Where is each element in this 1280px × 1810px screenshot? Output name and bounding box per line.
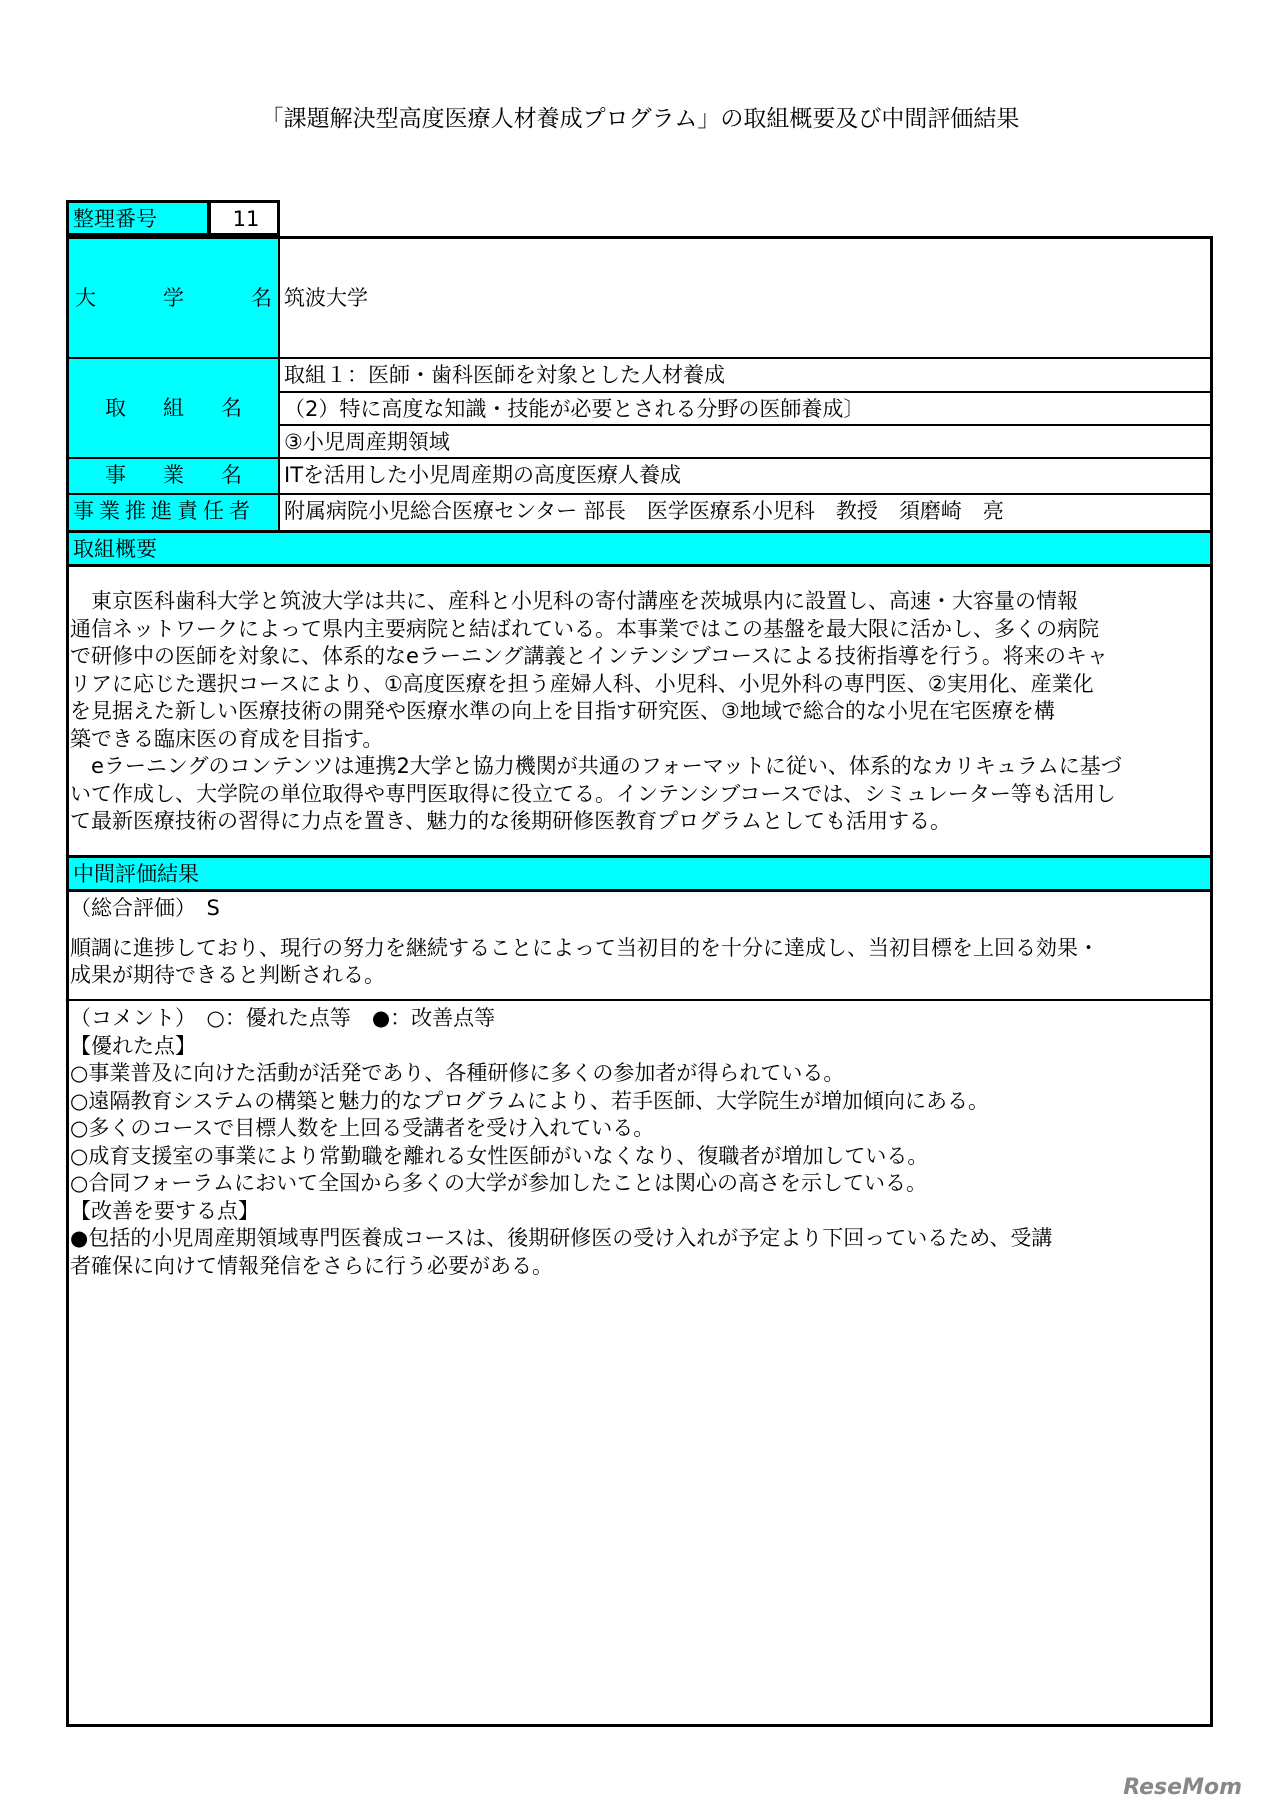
label-char: 取 bbox=[105, 396, 126, 420]
improve-header: 【改善を要する点】 bbox=[70, 1198, 259, 1223]
overview-line: 東京医科歯科大学と筑波大学は共に、産科と小児科の寄付講座を茨城県内に設置し、高速・大容量の情報 bbox=[70, 589, 1078, 613]
page-title: 「課題解決型高度医療人材養成プログラム」の取組概要及び中間評価結果 bbox=[260, 106, 1020, 132]
good-item: ○多くのコースで目標人数を上回る受講者を受け入れている。 bbox=[70, 1116, 655, 1140]
university-value: 筑波大学 bbox=[278, 236, 1213, 359]
good-item: ○成育支援室の事業により常勤職を離れる女性医師がいなくなり、復職者が増加している。 bbox=[70, 1143, 929, 1168]
overview-line: 築できる臨床医の育成を目指す。 bbox=[70, 726, 384, 751]
watermark-logo: ReseMom bbox=[1123, 1775, 1242, 1800]
good-item: ○合同フォーラムにおいて全国から多くの大学が参加したことは関心の高さを示している。 bbox=[70, 1171, 928, 1195]
overview-line: て最新医療技術の習得に力点を置き、魅力的な後期研修医教育プログラムとしても活用する。 bbox=[70, 809, 951, 833]
leader-label: 事業推進責任者 bbox=[66, 493, 280, 532]
program-line-1: 取組１：医師・歯科医師を対象とした人材養成 bbox=[278, 357, 1213, 393]
label-char: 事 bbox=[105, 463, 126, 487]
label-char: 名 bbox=[221, 396, 242, 420]
overview-line: 通信ネットワークによって県内主要病院と結ばれている。本事業ではこの基盤を最大限に活かし、多くの病院 bbox=[70, 616, 1099, 641]
university-label bbox=[66, 236, 280, 359]
label-char: 業 bbox=[163, 463, 184, 487]
overview-line: リアに応じた選択コースにより、①高度医療を担う産婦人科、小児科、小児外科の専門医、②実用化、産業化 bbox=[70, 671, 1094, 696]
comments-legend: （コメント） ○：優れた点等 ●：改善点等 bbox=[70, 1006, 496, 1030]
program-line-2: （2）特に高度な知識・技能が必要とされる分野の医師養成〕 bbox=[278, 391, 1213, 426]
serial-label: 整理番号 bbox=[66, 200, 210, 236]
good-header: 【優れた点】 bbox=[70, 1033, 196, 1058]
summary-line: 順調に進捗しており、現行の努力を継続することによって当初目的を十分に達成し、当初目標を上回る効果・ bbox=[70, 935, 1099, 960]
overview-line: いて作成し、大学院の単位取得や専門医取得に役立てる。インテンシブコースでは、シミュレーター等も活用し bbox=[70, 781, 1116, 806]
leader-value: 附属病院小児総合医療センター 部長 医学医療系小児科 教授 須磨崎 亮 bbox=[278, 493, 1213, 532]
overview-line: で研修中の医師を対象に、体系的なeラーニング講義とインテンシブコースによる技術指導を行う。将来のキャ bbox=[70, 644, 1108, 668]
label-char: 組 bbox=[163, 396, 184, 420]
label-char: 大 bbox=[75, 286, 96, 310]
evaluation-body bbox=[70, 895, 1208, 990]
improve-item: ●包括的小児周産期領域専門医養成コースは、後期研修医の受け入れが予定より下回っているため、受講 bbox=[70, 1226, 1053, 1250]
overview-header: 取組概要 bbox=[66, 530, 1213, 567]
good-item: ○遠隔教育システムの構築と魅力的なプログラムにより、若手医師、大学院生が増加傾向にある。 bbox=[70, 1088, 990, 1113]
divider bbox=[66, 999, 1213, 1001]
comments-body bbox=[70, 1005, 1208, 1280]
good-item: ○事業普及に向けた活動が活発であり、各種研修に多くの参加者が得られている。 bbox=[70, 1061, 845, 1085]
project-value: ITを活用した小児周産期の高度医療人養成 bbox=[278, 457, 1213, 495]
label-char: 名 bbox=[251, 286, 272, 310]
program-label bbox=[66, 357, 280, 459]
label-char: 学 bbox=[163, 286, 184, 310]
overall-rating: （総合評価） S bbox=[70, 896, 220, 920]
label-char: 名 bbox=[221, 463, 242, 487]
overview-line: eラーニングのコンテンツは連携2大学と協力機関が共通のフォーマットに従い、体系的なカリキュラムに基づ bbox=[70, 754, 1122, 778]
improve-item: 者確保に向けて情報発信をさらに行う必要がある。 bbox=[70, 1253, 553, 1278]
overview-line: を見据えた新しい医療技術の開発や医療水準の向上を目指す研究医、③地域で総合的な小児在宅医療を構 bbox=[70, 699, 1055, 723]
project-label bbox=[66, 457, 280, 495]
serial-value: 11 bbox=[208, 200, 280, 236]
program-line-3: ③小児周産期領域 bbox=[278, 424, 1213, 459]
summary-line: 成果が期待できると判断される。 bbox=[70, 963, 385, 987]
overview-body bbox=[70, 588, 1208, 836]
evaluation-header: 中間評価結果 bbox=[66, 855, 1213, 892]
